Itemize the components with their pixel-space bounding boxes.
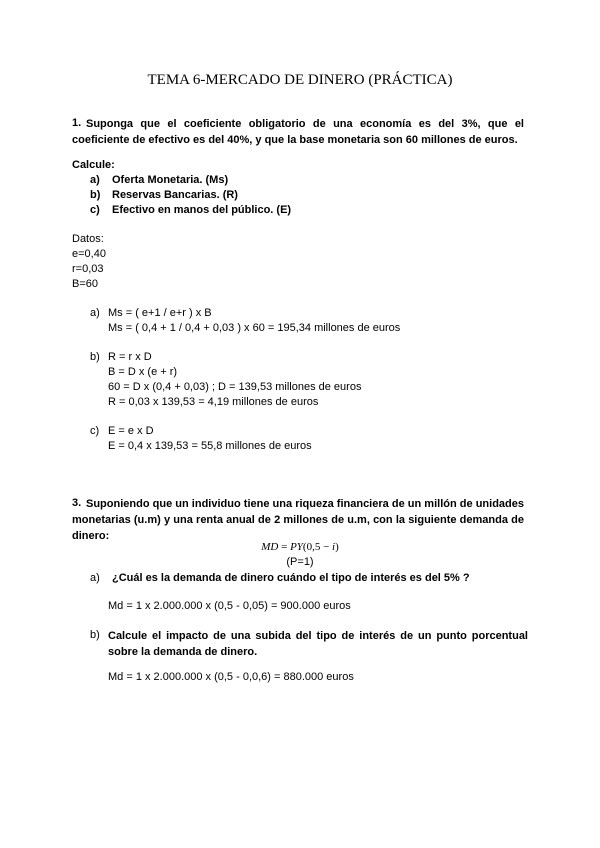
equation-py: PY (290, 541, 303, 553)
q1-item-letter: a) (90, 174, 100, 186)
equation-close: ) (335, 541, 339, 553)
part-letter: b) (90, 629, 100, 641)
price-level-note: (P=1) (286, 556, 314, 568)
answer-line: 60 = D x (0,4 + 0,03) ; D = 139,53 millones de euros (108, 381, 362, 393)
q1-item-text: Efectivo en manos del público. (E) (112, 204, 292, 216)
money-demand-equation (0, 540, 600, 555)
part-question: Calcule el impacto de una subida del tipo de interés de un punto porcentual sobre la demanda de dinero. (108, 630, 528, 658)
datos-label: Datos: (72, 233, 104, 245)
answer-line: E = 0,4 x 139,53 = 55,8 millones de euros (108, 440, 312, 452)
equation-i: i (332, 541, 336, 553)
answer-letter: b) (90, 351, 100, 363)
dato-b: B=60 (72, 278, 98, 290)
q1-item-letter: c) (90, 204, 100, 216)
question-1-number: 1. (72, 117, 82, 129)
part-answer: Md = 1 x 2.000.000 x (0,5 - 0,0,6) = 880.000 euros (108, 671, 354, 683)
dato-r: r=0,03 (72, 263, 104, 275)
question-3-statement: Suponiendo que un individuo tiene una riqueza financiera de un millón de unidades monetarias (u.m) y una renta anual de 2 millones de u.m, con la siguiente demanda de dinero: (72, 498, 524, 542)
answer-line: R = r x D (108, 351, 152, 363)
part-question: ¿Cuál es la demanda de dinero cuándo el tipo de interés es del 5% ? (112, 572, 470, 584)
dato-e: e=0,40 (72, 248, 106, 260)
answer-line: Ms = ( 0,4 + 1 / 0,4 + 0,03 ) x 60 = 195,34 millones de euros (108, 322, 401, 334)
question-1-statement: Suponga que el coeficiente obligatorio de una economía es del 3%, que el coeficiente de efectivo es del 40%, y que la base monetaria son 60 millones de euros. (72, 118, 524, 146)
answer-line: E = e x D (108, 425, 154, 437)
question-3-number: 3. (72, 497, 82, 509)
q1-item-text: Reservas Bancarias. (R) (112, 189, 238, 201)
answer-line: Ms = ( e+1 / e+r ) x B (108, 307, 212, 319)
answer-line: R = 0,03 x 139,53 = 4,19 millones de euros (108, 396, 319, 408)
equation-equals: = (278, 541, 291, 553)
part-answer: Md = 1 x 2.000.000 x (0,5 - 0,05) = 900.000 euros (108, 600, 351, 612)
answer-line: B = D x (e + r) (108, 366, 178, 378)
part-letter: a) (90, 572, 100, 584)
calcule-label: Calcule: (72, 159, 115, 171)
answer-letter: c) (90, 425, 100, 437)
page-title: TEMA 6-MERCADO DE DINERO (PRÁCTICA) (147, 72, 453, 88)
answer-letter: a) (90, 307, 100, 319)
equation-md: MD (261, 541, 279, 553)
equation-open: (0,5 − (302, 541, 333, 553)
q1-item-text: Oferta Monetaria. (Ms) (112, 174, 229, 186)
q1-item-letter: b) (90, 189, 101, 201)
